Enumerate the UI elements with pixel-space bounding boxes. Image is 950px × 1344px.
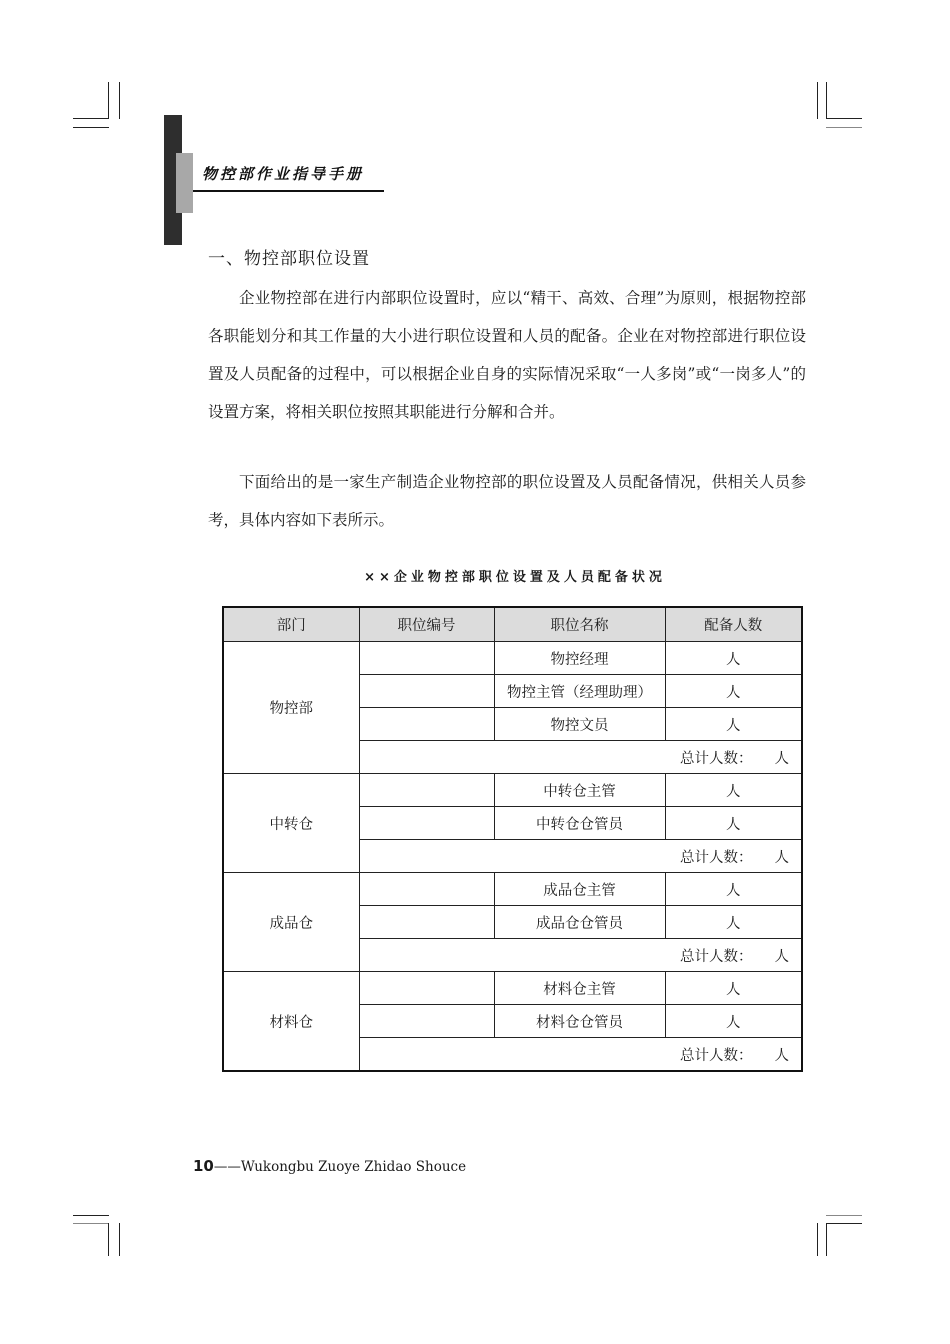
total-unit: 人 xyxy=(774,750,789,767)
dept-cell: 材料仓 xyxy=(223,972,359,1072)
total-cell xyxy=(359,741,802,774)
crop-mark xyxy=(826,127,862,128)
position-code-cell xyxy=(359,675,494,708)
total-unit: 人 xyxy=(774,1047,789,1064)
section-title: 一、物控部职位设置 xyxy=(208,249,370,269)
position-name-cell: 物控文员 xyxy=(494,708,665,741)
column-header: 职位名称 xyxy=(494,607,665,642)
crop-mark xyxy=(73,118,109,119)
position-code-cell xyxy=(359,873,494,906)
page-number: 10 xyxy=(193,1157,214,1175)
staffing-table xyxy=(222,606,803,1072)
column-header: 配备人数 xyxy=(665,607,802,642)
total-unit: 人 xyxy=(774,849,789,866)
crop-mark xyxy=(119,82,120,119)
crop-mark xyxy=(73,1215,109,1216)
total-label: 总计人数： xyxy=(680,948,753,965)
total-cell xyxy=(359,1038,802,1072)
paragraph: 企业物控部在进行内部职位设置时，应以“精干、高效、合理”为原则，根据物控部各职能划分和其工作量的大小进行职位设置和人员的配备。企业在对物控部进行职位设置及人员配备的过程中，可以根据企业自身的实际情况采取“一人多岗”或“一岗多人”的设置方案，将相关职位按照其职能进行分解和合并。 xyxy=(208,289,806,421)
dept-cell: 中转仓 xyxy=(223,774,359,873)
header-rule xyxy=(193,190,384,192)
crop-mark xyxy=(826,1223,827,1256)
total-label: 总计人数： xyxy=(680,1047,753,1064)
position-code-cell xyxy=(359,708,494,741)
headcount-cell: 人 xyxy=(665,642,802,675)
table-caption: ××企业物控部职位设置及人员配备状况 xyxy=(364,570,666,585)
position-code-cell xyxy=(359,906,494,939)
column-header: 部门 xyxy=(223,607,359,642)
table-row xyxy=(223,642,802,675)
total-label: 总计人数： xyxy=(680,849,753,866)
footer-running-title: ——Wukongbu Zuoye Zhidao Shouce xyxy=(213,1159,467,1175)
column-header: 职位编号 xyxy=(359,607,494,642)
headcount-cell: 人 xyxy=(665,906,802,939)
position-name-cell: 成品仓主管 xyxy=(494,873,665,906)
dept-cell: 成品仓 xyxy=(223,873,359,972)
position-name-cell: 成品仓仓管员 xyxy=(494,906,665,939)
position-code-cell xyxy=(359,972,494,1005)
crop-mark xyxy=(73,1223,109,1224)
running-header-title: 物控部作业指导手册 xyxy=(202,165,365,183)
crop-mark xyxy=(826,1223,862,1224)
table-row xyxy=(223,873,802,906)
header-bar-gray xyxy=(176,153,193,213)
crop-mark xyxy=(119,1223,120,1256)
position-code-cell xyxy=(359,642,494,675)
dept-cell: 物控部 xyxy=(223,642,359,774)
headcount-cell: 人 xyxy=(665,675,802,708)
position-name-cell: 物控主管（经理助理） xyxy=(494,675,665,708)
crop-mark xyxy=(817,1223,818,1256)
crop-mark xyxy=(826,118,862,119)
headcount-cell: 人 xyxy=(665,1005,802,1038)
headcount-cell: 人 xyxy=(665,972,802,1005)
headcount-cell: 人 xyxy=(665,873,802,906)
position-name-cell: 中转仓仓管员 xyxy=(494,807,665,840)
crop-mark xyxy=(817,82,818,119)
table-row xyxy=(223,972,802,1005)
total-label: 总计人数： xyxy=(680,750,753,767)
crop-mark xyxy=(73,127,109,128)
position-name-cell: 材料仓主管 xyxy=(494,972,665,1005)
page-footer xyxy=(193,1157,466,1175)
position-code-cell xyxy=(359,807,494,840)
total-cell xyxy=(359,939,802,972)
total-unit: 人 xyxy=(774,948,789,965)
position-name-cell: 材料仓仓管员 xyxy=(494,1005,665,1038)
crop-mark xyxy=(108,82,109,119)
headcount-cell: 人 xyxy=(665,807,802,840)
position-code-cell xyxy=(359,774,494,807)
position-name-cell: 中转仓主管 xyxy=(494,774,665,807)
crop-mark xyxy=(826,1215,862,1216)
crop-mark xyxy=(826,82,827,119)
table-header-row xyxy=(223,607,802,642)
total-cell xyxy=(359,840,802,873)
headcount-cell: 人 xyxy=(665,708,802,741)
table-row xyxy=(223,774,802,807)
crop-mark xyxy=(108,1223,109,1256)
position-code-cell xyxy=(359,1005,494,1038)
headcount-cell: 人 xyxy=(665,774,802,807)
position-name-cell: 物控经理 xyxy=(494,642,665,675)
paragraph: 下面给出的是一家生产制造企业物控部的职位设置及人员配备情况，供相关人员参考，具体内容如下表所示。 xyxy=(208,473,806,529)
